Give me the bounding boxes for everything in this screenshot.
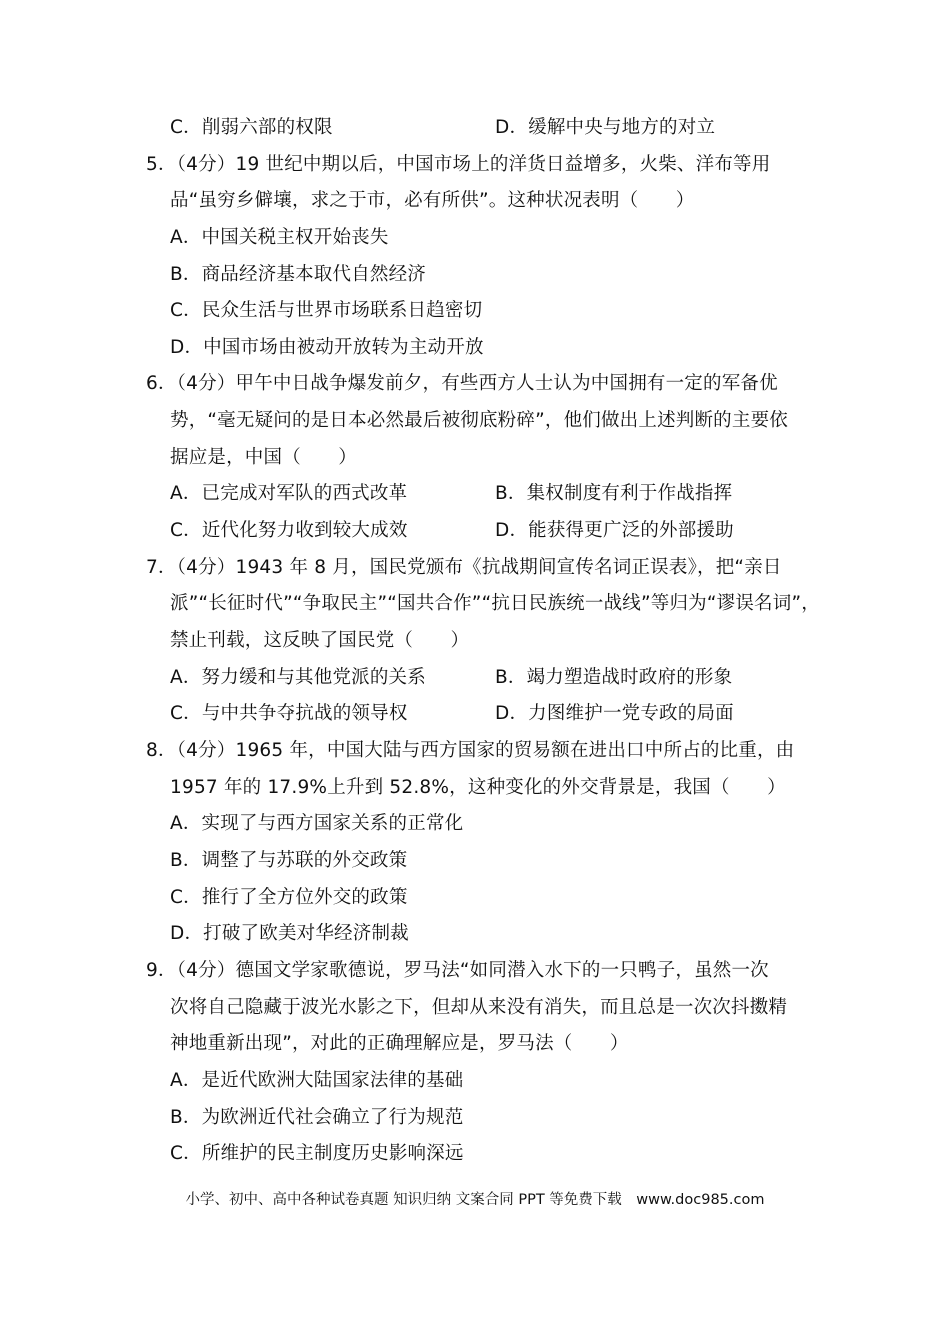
q9-option-a: A．是近代欧洲大陆国家法律的基础 xyxy=(170,1070,464,1091)
q5-option-d: D．中国市场由被动开放转为主动开放 xyxy=(170,337,484,358)
q9-stem-line2: 次将自己隐藏于波光水影之下，但却从来没有消失，而且总是一次次抖擞精 xyxy=(170,997,788,1018)
q9-option-c: C．所维护的民主制度历史影响深远 xyxy=(170,1143,464,1164)
q9-stem-line1: 9．（4分）德国文学家歌德说，罗马法“如同潜入水下的一只鸭子，虽然一次 xyxy=(146,960,769,981)
q7-stem-line3: 禁止刊载，这反映了国民党（ ） xyxy=(170,630,470,651)
q9-option-b: B．为欧洲近代社会确立了行为规范 xyxy=(170,1107,464,1128)
q8-option-b: B．调整了与苏联的外交政策 xyxy=(170,850,408,871)
page-footer: 小学、初中、高中各种试卷真题 知识归纳 文案合同 PPT 等免费下载 www.doc985.com xyxy=(185,1192,765,1208)
q9-stem-line3: 神地重新出现”，对此的正确理解应是，罗马法（ ） xyxy=(170,1033,629,1054)
q7-stem-line1: 7．（4分）1943 年 8 月，国民党颁布《抗战期间宣传名词正误表》，把“亲日 xyxy=(146,557,782,578)
q4-option-c: C．削弱六部的权限 xyxy=(170,117,333,138)
q6-stem-line1: 6．（4分）甲午中日战争爆发前夕，有些西方人士认为中国拥有一定的军备优 xyxy=(146,373,778,394)
q7-option-d: D．力图维护一党专政的局面 xyxy=(495,703,734,724)
q5-option-a: A．中国关税主权开始丧失 xyxy=(170,227,389,248)
q8-option-d: D．打破了欧美对华经济制裁 xyxy=(170,923,409,944)
q5-option-b: B．商品经济基本取代自然经济 xyxy=(170,264,426,285)
q6-stem-line2: 势，“毫无疑问的是日本必然最后被彻底粉碎”，他们做出上述判断的主要依 xyxy=(170,410,788,431)
q5-stem-line2: 品“虽穷乡僻壤，求之于市，必有所供”。这种状况表明（ ） xyxy=(170,190,695,211)
q4-option-d: D．缓解中央与地方的对立 xyxy=(495,117,716,138)
q8-stem-line1: 8．（4分）1965 年，中国大陆与西方国家的贸易额在进出口中所占的比重，由 xyxy=(146,740,795,761)
q6-option-d: D．能获得更广泛的外部援助 xyxy=(495,520,734,541)
q7-stem-line2: 派”“长征时代”“争取民主”“国共合作”“抗日民族统一战线”等归为“谬误名词”， xyxy=(170,593,820,614)
q5-option-c: C．民众生活与世界市场联系日趋密切 xyxy=(170,300,483,321)
q7-option-c: C．与中共争夺抗战的领导权 xyxy=(170,703,408,724)
q7-option-b: B．竭力塑造战时政府的形象 xyxy=(495,667,733,688)
q6-option-c: C．近代化努力收到较大成效 xyxy=(170,520,408,541)
q6-option-b: B．集权制度有利于作战指挥 xyxy=(495,483,733,504)
q6-stem-line3: 据应是，中国（ ） xyxy=(170,447,358,468)
q8-option-a: A．实现了与西方国家关系的正常化 xyxy=(170,813,464,834)
q8-stem-line2: 1957 年的 17.9%上升到 52.8%，这种变化的外交背景是，我国（ ） xyxy=(170,777,786,798)
q5-stem-line1: 5．（4分）19 世纪中期以后，中国市场上的洋货日益增多，火柴、洋布等用 xyxy=(146,154,771,175)
q6-option-a: A．已完成对军队的西式改革 xyxy=(170,483,408,504)
q8-option-c: C．推行了全方位外交的政策 xyxy=(170,887,408,908)
q7-option-a: A．努力缓和与其他党派的关系 xyxy=(170,667,426,688)
